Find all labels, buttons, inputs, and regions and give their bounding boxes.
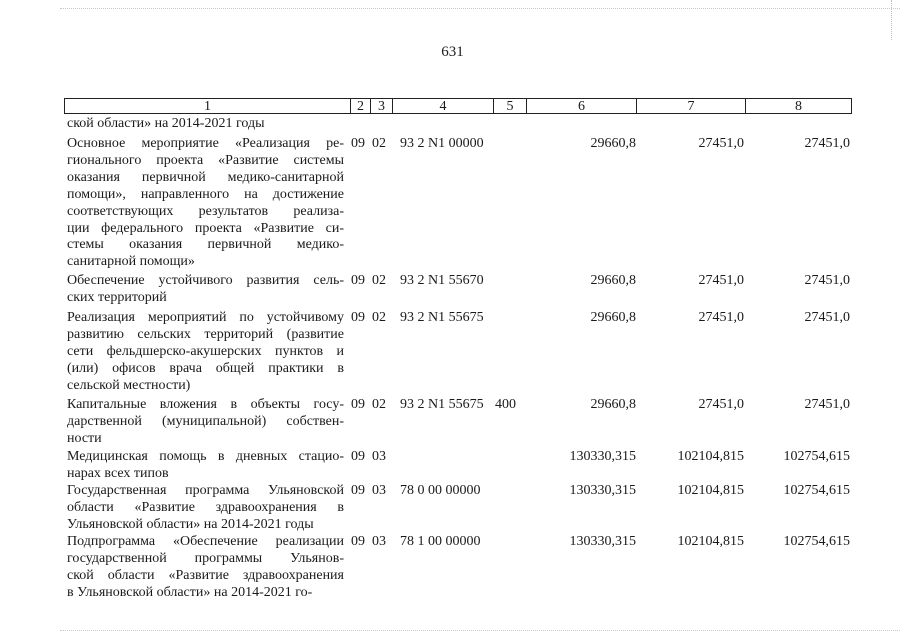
cell-amount-8: 27451,0: [804, 136, 850, 151]
description-line: сельской местности): [67, 377, 191, 393]
cell-subsection: 02: [372, 310, 386, 325]
description-line: ской области» на 2014-2021 годы: [67, 116, 265, 131]
cell-section: 09: [351, 534, 365, 549]
cell-subsection: 03: [372, 449, 386, 464]
row-description: [67, 116, 344, 133]
description-line: ской области «Развитие здравоохранения: [67, 567, 344, 583]
row-description: [67, 136, 344, 271]
cell-amount-6: 29660,8: [590, 136, 636, 151]
description-line: стемы оказания первичной медико-: [67, 237, 344, 253]
row-description: [67, 449, 344, 483]
header-col-5: 5: [493, 99, 526, 114]
header-col-4: 4: [392, 99, 493, 114]
cell-section: 09: [351, 483, 365, 498]
description-line: Подпрограмма «Обеспечение реализации: [67, 534, 344, 549]
description-line: государственной программы Ульянов-: [67, 550, 344, 566]
cell-amount-6: 29660,8: [590, 397, 636, 412]
description-line: Медицинская помощь в дневных стацио-: [67, 449, 344, 464]
cell-amount-6: 29660,8: [590, 273, 636, 288]
row-description: [67, 273, 344, 307]
row-description: [67, 483, 344, 534]
cell-amount-6: 130330,315: [569, 449, 636, 464]
description-line: Обеспечение устойчивого развития сель-: [67, 273, 344, 288]
description-line: помощи», направленного на достижение: [67, 186, 344, 202]
description-line: (или) офисов врача общей практики в: [67, 360, 344, 376]
description-line: гионального проекта «Развитие системы: [67, 152, 344, 168]
description-line: Реализация мероприятий по устойчивому: [67, 310, 344, 325]
cell-target-code: 93 2 N1 00000: [400, 136, 484, 151]
description-line: дарственной (муниципальной) собствен-: [67, 413, 344, 429]
description-line: оказания первичной медико-санитарной: [67, 169, 344, 185]
cell-subsection: 03: [372, 534, 386, 549]
cell-target-code: 93 2 N1 55675: [400, 310, 484, 325]
cell-section: 09: [351, 310, 365, 325]
row-description: [67, 310, 344, 395]
description-line: ции федерального проекта «Развитие си-: [67, 220, 344, 236]
cell-section: 09: [351, 397, 365, 412]
header-col-3: 3: [370, 99, 392, 114]
cell-target-code: 93 2 N1 55670: [400, 273, 484, 288]
header-col-6: 6: [526, 99, 636, 114]
cell-amount-7: 27451,0: [698, 273, 744, 288]
description-line: в Ульяновской области» на 2014-2021 го-: [67, 584, 313, 600]
description-line: Капитальные вложения в объекты госу-: [67, 397, 344, 412]
cell-subsection: 02: [372, 136, 386, 151]
scan-edge-right: [891, 0, 893, 40]
page-number: 631: [441, 44, 464, 60]
description-line: Ульяновской области» на 2014-2021 годы: [67, 516, 314, 532]
cell-amount-7: 27451,0: [698, 397, 744, 412]
cell-amount-6: 29660,8: [590, 310, 636, 325]
cell-expense-type: 400: [495, 397, 516, 412]
description-line: Государственная программа Ульяновской: [67, 483, 344, 498]
description-line: Основное мероприятие «Реализация ре-: [67, 136, 344, 151]
cell-amount-7: 102104,815: [677, 483, 744, 498]
header-col-1: 1: [204, 99, 211, 114]
description-line: соответствующих результатов реализа-: [67, 203, 344, 219]
cell-target-code: 78 0 00 00000: [400, 483, 481, 498]
description-line: сети фельдшерско-акушерских пунктов и: [67, 343, 344, 359]
cell-section: 09: [351, 449, 365, 464]
description-line: ности: [67, 430, 102, 446]
row-description: [67, 534, 344, 602]
cell-amount-6: 130330,315: [569, 534, 636, 549]
cell-amount-7: 102104,815: [677, 534, 744, 549]
description-line: развитию сельских территорий (развитие: [67, 326, 344, 342]
header-col-2: 2: [350, 99, 370, 114]
header-col-8: 8: [745, 99, 851, 114]
cell-amount-8: 102754,615: [783, 449, 850, 464]
cell-target-code: 78 1 00 00000: [400, 534, 481, 549]
cell-amount-8: 27451,0: [804, 310, 850, 325]
header-col-7: 7: [636, 99, 745, 114]
cell-amount-7: 102104,815: [677, 449, 744, 464]
cell-section: 09: [351, 273, 365, 288]
cell-amount-7: 27451,0: [698, 136, 744, 151]
cell-amount-6: 130330,315: [569, 483, 636, 498]
table-header-row: [64, 98, 852, 114]
cell-amount-8: 102754,615: [783, 483, 850, 498]
cell-target-code: 93 2 N1 55675: [400, 397, 484, 412]
cell-subsection: 02: [372, 273, 386, 288]
scan-edge-top: [60, 8, 900, 10]
description-line: санитарной помощи»: [67, 254, 195, 270]
cell-subsection: 02: [372, 397, 386, 412]
cell-amount-8: 102754,615: [783, 534, 850, 549]
cell-amount-8: 27451,0: [804, 397, 850, 412]
cell-subsection: 03: [372, 483, 386, 498]
description-line: нарах всех типов: [67, 465, 169, 481]
scan-edge-bottom: [60, 630, 900, 632]
description-line: ских территорий: [67, 289, 167, 305]
row-description: [67, 397, 344, 448]
cell-section: 09: [351, 136, 365, 151]
description-line: области «Развитие здравоохранения в: [67, 499, 344, 515]
cell-amount-8: 27451,0: [804, 273, 850, 288]
cell-amount-7: 27451,0: [698, 310, 744, 325]
